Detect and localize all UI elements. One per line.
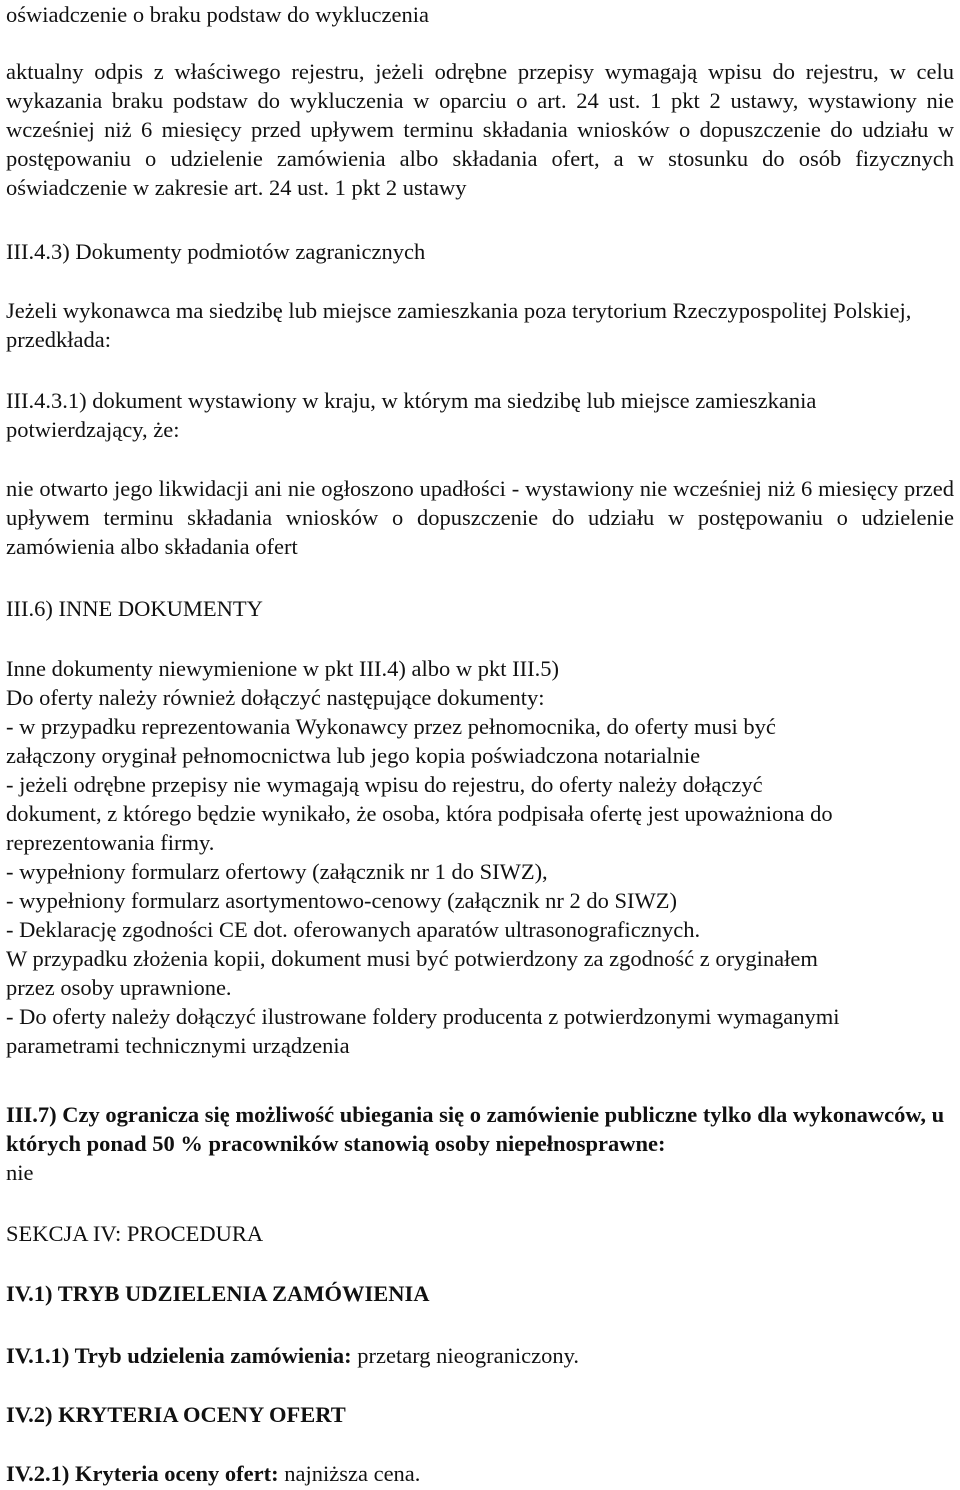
text-foreign-document: III.4.3.1) dokument wystawiony w kraju, w którym ma siedzibę lub miejsce zamieszkania potwierdzający, że: <box>6 388 817 442</box>
list-line: załączony oryginał pełnomocnictwa lub jego kopia poświadczona notarialnie <box>6 743 701 768</box>
row-evaluation-criteria <box>6 1459 954 1488</box>
text-foreign-contractor: Jeżeli wykonawca ma siedzibę lub miejsce zamieszkania poza terytorium Rzeczypospolitej Polskiej, przedkłada: <box>6 298 912 352</box>
text-declaration-no-grounds: oświadczenie o braku podstaw do wykluczenia <box>6 2 429 27</box>
heading-evaluation-criteria-text: IV.2) KRYTERIA OCENY OFERT <box>6 1402 346 1427</box>
heading-procurement-mode-text: IV.1) TRYB UDZIELENIA ZAMÓWIENIA <box>6 1281 430 1306</box>
list-line: dokument, z którego będzie wynikało, że osoba, która podpisała ofertę jest upoważniona do <box>6 801 833 826</box>
value-procurement-mode: przetarg nieograniczony. <box>351 1343 580 1368</box>
label-evaluation-criteria: IV.2.1) Kryteria oceny ofert: <box>6 1461 279 1486</box>
heading-procurement-mode <box>6 1279 954 1308</box>
label-procurement-mode: IV.1.1) Tryb udzielenia zamówienia: <box>6 1343 352 1368</box>
list-line: W przypadku złożenia kopii, dokument musi być potwierdzony za zgodność z oryginałem <box>6 946 818 971</box>
list-line: przez osoby uprawnione. <box>6 975 232 1000</box>
list-line: - w przypadku reprezentowania Wykonawcy przez pełnomocnika, do oferty musi być <box>6 714 776 739</box>
list-line: Do oferty należy również dołączyć następujące dokumenty: <box>6 685 545 710</box>
heading-section-iv: SEKCJA IV: PROCEDURA <box>6 1221 264 1246</box>
row-procurement-mode <box>6 1341 954 1370</box>
list-line: - Do oferty należy dołączyć ilustrowane foldery producenta z potwierdzonymi wymaganymi <box>6 1004 840 1029</box>
section-disabled-employees <box>6 1100 954 1187</box>
heading-evaluation-criteria <box>6 1400 954 1429</box>
value-evaluation-criteria: najniższa cena. <box>278 1461 421 1486</box>
list-line: - Deklarację zgodności CE dot. oferowanych aparatów ultrasonograficznych. <box>6 917 701 942</box>
list-line: - wypełniony formularz asortymentowo-cenowy (załącznik nr 2 do SIWZ) <box>6 888 678 913</box>
list-line: - jeżeli odrębne przepisy nie wymagają wpisu do rejestru, do oferty należy dołączyć <box>6 772 763 797</box>
text-no-liquidation: nie otwarto jego likwidacji ani nie ogłoszono upadłości - wystawiony nie wcześniej niż 6 miesięcy przed upływem terminu składania wniosków o dopuszczenie do udziału w postępowaniu o udzielenie zamówienia albo składania ofert <box>6 476 954 559</box>
list-line: reprezentowania firmy. <box>6 830 215 855</box>
list-line: - wypełniony formularz ofertowy (załącznik nr 1 do SIWZ), <box>6 859 548 884</box>
list-line: Inne dokumenty niewymienione w pkt III.4) albo w pkt III.5) <box>6 656 559 681</box>
text-register-extract: aktualny odpis z właściwego rejestru, jeżeli odrębne przepisy wymagają wpisu do rejestru, w celu wykazania braku podstaw do wykluczenia w oparciu o art. 24 ust. 1 pkt 2 ustawy, wystawiony nie wcześniej niż 6 miesięcy przed upływem terminu składania wniosków o dopuszczenie do udziału w postępowaniu o udzielenie zamówienia albo składania ofert, a w stosunku do osób fizycznych oświadczenie w zakresie art. 24 ust. 1 pkt 2 ustawy <box>6 59 954 200</box>
question-disabled-employees: III.7) Czy ogranicza się możliwość ubiegania się o zamówienie publiczne tylko dla wykonawców, u których ponad 50 % pracowników stanowią osoby niepełnosprawne: <box>6 1102 945 1156</box>
list-other-documents <box>6 654 954 1060</box>
heading-other-documents: III.6) INNE DOKUMENTY <box>6 596 263 621</box>
answer-disabled-employees: nie <box>6 1160 34 1185</box>
list-line: parametrami technicznymi urządzenia <box>6 1033 350 1058</box>
heading-foreign-entities-documents: III.4.3) Dokumenty podmiotów zagranicznych <box>6 239 426 264</box>
